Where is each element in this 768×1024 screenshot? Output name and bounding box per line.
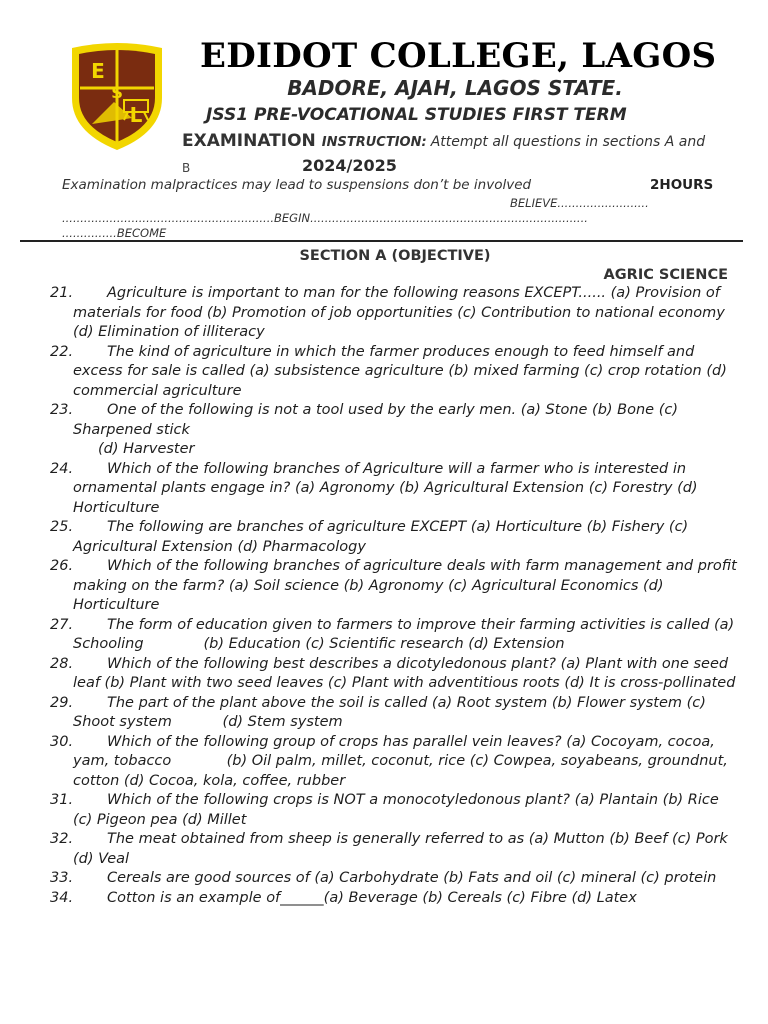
- question-text: Which of the following best describes a dicotyledonous plant? (a) Plant with one seed leaf (b) Plant with two seed leaves (c) Plant with adventitious roots (d) It is cross-pollinated: [73, 655, 736, 691]
- malpractice-note: Examination malpractices may lead to suspensions don’t be involved: [62, 177, 532, 193]
- question-item: [50, 655, 740, 694]
- question-text: Which of the following crops is NOT a monocotyledonous plant? (a) Plantain (b) Rice (c) Pigeon pea (d) Millet: [73, 792, 724, 828]
- instruction-tail: B: [182, 161, 191, 175]
- question-number: 22.: [50, 343, 74, 360]
- question-text: The meat obtained from sheep is generally referred to as (a) Mutton (b) Beef (c) Pork (d) Veal: [73, 831, 733, 867]
- question-number: 24.: [50, 460, 74, 477]
- question-item: [50, 343, 740, 402]
- question-number: 31.: [50, 792, 74, 808]
- question-number: 23.: [50, 402, 74, 418]
- question-number: 32.: [50, 831, 74, 847]
- question-text: Which of the following branches of Agriculture will a farmer who is interested in ornamental plants engage in? (a) Agronomy (b) Agricultural Extension (c) Forestry (d) Horticulture: [73, 460, 703, 516]
- exam-duration: 2HOURS: [650, 177, 714, 193]
- question-number: 28.: [50, 655, 74, 672]
- question-list: [50, 284, 740, 908]
- question-item: [50, 733, 740, 792]
- question-text: The kind of agriculture in which the farmer produces enough to feed himself and excess for sale is called (a) subsistence agriculture (b) mixed farming (c) crop rotation (d) commercial agriculture: [73, 343, 732, 399]
- school-address: BADORE, AJAH, LAGOS STATE.: [287, 76, 623, 100]
- question-text: Cereals are good sources of (a) Carbohydrate (b) Fats and oil (c) mineral (c) protein: [107, 870, 717, 886]
- question-number: 34.: [50, 889, 74, 906]
- instruction-text: Attempt all questions in sections A and: [430, 134, 706, 150]
- question-text: The following are branches of agriculture EXCEPT (a) Horticulture (b) Fishery (c) Agricultural Extension (d) Pharmacology: [73, 519, 693, 555]
- question-extra-option: (d) Harvester: [98, 441, 195, 457]
- question-text: The part of the plant above the soil is called (a) Root system (b) Flower system (c) Shoot system (d) Stem system: [73, 694, 711, 730]
- question-number: 27.: [50, 616, 74, 633]
- question-item: [50, 557, 740, 616]
- question-number: 25.: [50, 519, 74, 535]
- question-number: 26.: [50, 558, 74, 574]
- question-item: [50, 694, 740, 733]
- question-text: Which of the following branches of agriculture deals with farm management and profit making on the farm? (a) Soil science (b) Agronomy (c) Agricultural Economics (d) Horticulture: [73, 558, 742, 613]
- school-name: EDIDOT COLLEGE, LAGOS: [200, 36, 717, 76]
- exam-instruction-line: [182, 131, 705, 151]
- question-item: [50, 889, 740, 909]
- question-item: [50, 460, 740, 519]
- instruction-label: INSTRUCTION:: [321, 135, 427, 150]
- question-item: [50, 401, 740, 460]
- school-crest-logo: [62, 40, 172, 154]
- exam-title: JSS1 PRE-VOCATIONAL STUDIES FIRST TERM: [206, 105, 627, 125]
- begin-line: ..........................................................BEGIN............................................................................: [62, 211, 588, 225]
- question-item: [50, 518, 740, 557]
- subject-label: AGRIC SCIENCE: [603, 267, 728, 283]
- session-year: 2024/2025: [302, 156, 397, 175]
- question-item: [50, 791, 740, 830]
- question-number: 29.: [50, 694, 74, 711]
- question-item: [50, 869, 740, 889]
- header-divider: [20, 240, 743, 242]
- become-line: ...............BECOME: [62, 226, 167, 240]
- believe-line: BELIEVE.........................: [510, 196, 649, 210]
- exam-word: EXAMINATION: [182, 131, 316, 151]
- question-number: 30.: [50, 733, 74, 750]
- question-item: [50, 830, 740, 869]
- section-title: SECTION A (OBJECTIVE): [299, 248, 491, 264]
- question-text: Agriculture is important to man for the following reasons EXCEPT...... (a) Provision of materials for food (b) Promotion of job opportunities (c) Contribution to national economy (d) Elimination of illiteracy: [73, 285, 730, 340]
- question-number: 21.: [50, 285, 74, 301]
- crest-letter-s: $: [111, 83, 123, 103]
- question-item: [50, 284, 740, 343]
- question-text: The form of education given to farmers to improve their farming activities is called (a) Schooling (b) Education (c) Scientific research (d) Extension: [73, 616, 739, 652]
- question-item: [50, 616, 740, 655]
- question-text: Cotton is an example of______(a) Beverage (b) Cereals (c) Fibre (d) Latex: [107, 889, 637, 906]
- question-text: One of the following is not a tool used by the early men. (a) Stone (b) Bone (c) Sharpened stick: [73, 402, 683, 438]
- question-text: Which of the following group of crops has parallel vein leaves? (a) Cocoyam, cocoa, yam, tobacco (b) Oil palm, millet, coconut, rice (c) Cowpea, soyabeans, groundnut, cotton (d) Cocoa, kola, coffee, rubber: [73, 733, 733, 789]
- question-number: 33.: [50, 870, 74, 886]
- crest-letter-l: L: [129, 103, 143, 127]
- crest-letter-e: E: [91, 59, 105, 83]
